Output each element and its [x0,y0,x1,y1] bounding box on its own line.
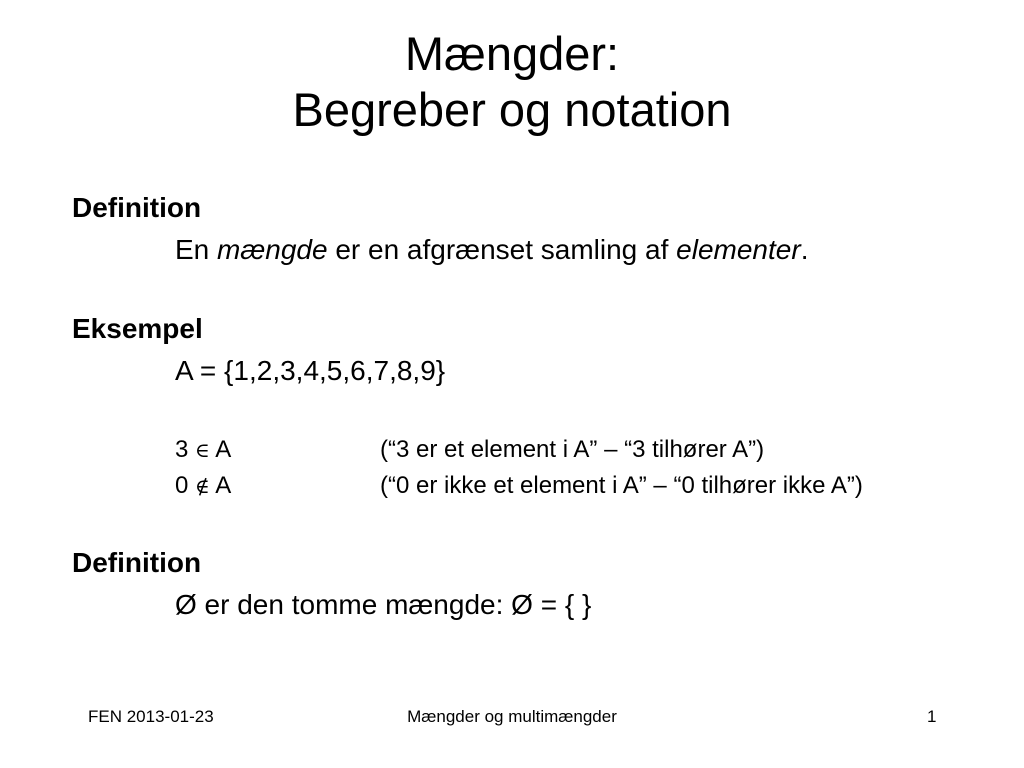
title-line-1: Mængder: [404,27,620,80]
non-membership-explanation: (“0 er ikke et element i A” – “0 tilhører ikke A”) [380,472,863,499]
slide-title [0,26,1024,138]
term-elementer: elementer [676,234,801,265]
page-number: 1 [927,707,937,726]
definition-heading-2: Definition [72,547,202,578]
definition-text-end: . [800,234,809,265]
membership-line [175,436,765,464]
empty-set-definition: Ø er den tomme mængde: Ø = { } [175,589,592,620]
non-membership-line [175,472,863,500]
definition-text-middle: er en afgrænset samling af [327,234,677,265]
definition-heading-1: Definition [72,192,202,223]
footer-date: FEN 2013-01-23 [88,707,214,726]
nonmember-value: 0 [175,472,189,499]
set-a-definition: A = {1,2,3,4,5,6,7,8,9} [175,355,446,386]
element-of-icon: ∈ [195,438,210,462]
membership-explanation: (“3 er et element i A” – “3 tilhører A”) [380,436,765,463]
set-definition-text [175,234,808,266]
term-maengde: mængde [217,234,328,265]
member-value: 3 [175,436,189,463]
example-heading: Eksempel [72,313,203,344]
title-line-2: Begreber og notation [292,83,732,136]
definition-text-start: En [175,234,218,265]
footer-title: Mængder og multimængder [407,707,617,726]
not-element-of-icon: ∉ [195,474,210,498]
nonmember-set: A [215,472,232,499]
member-set: A [215,436,232,463]
